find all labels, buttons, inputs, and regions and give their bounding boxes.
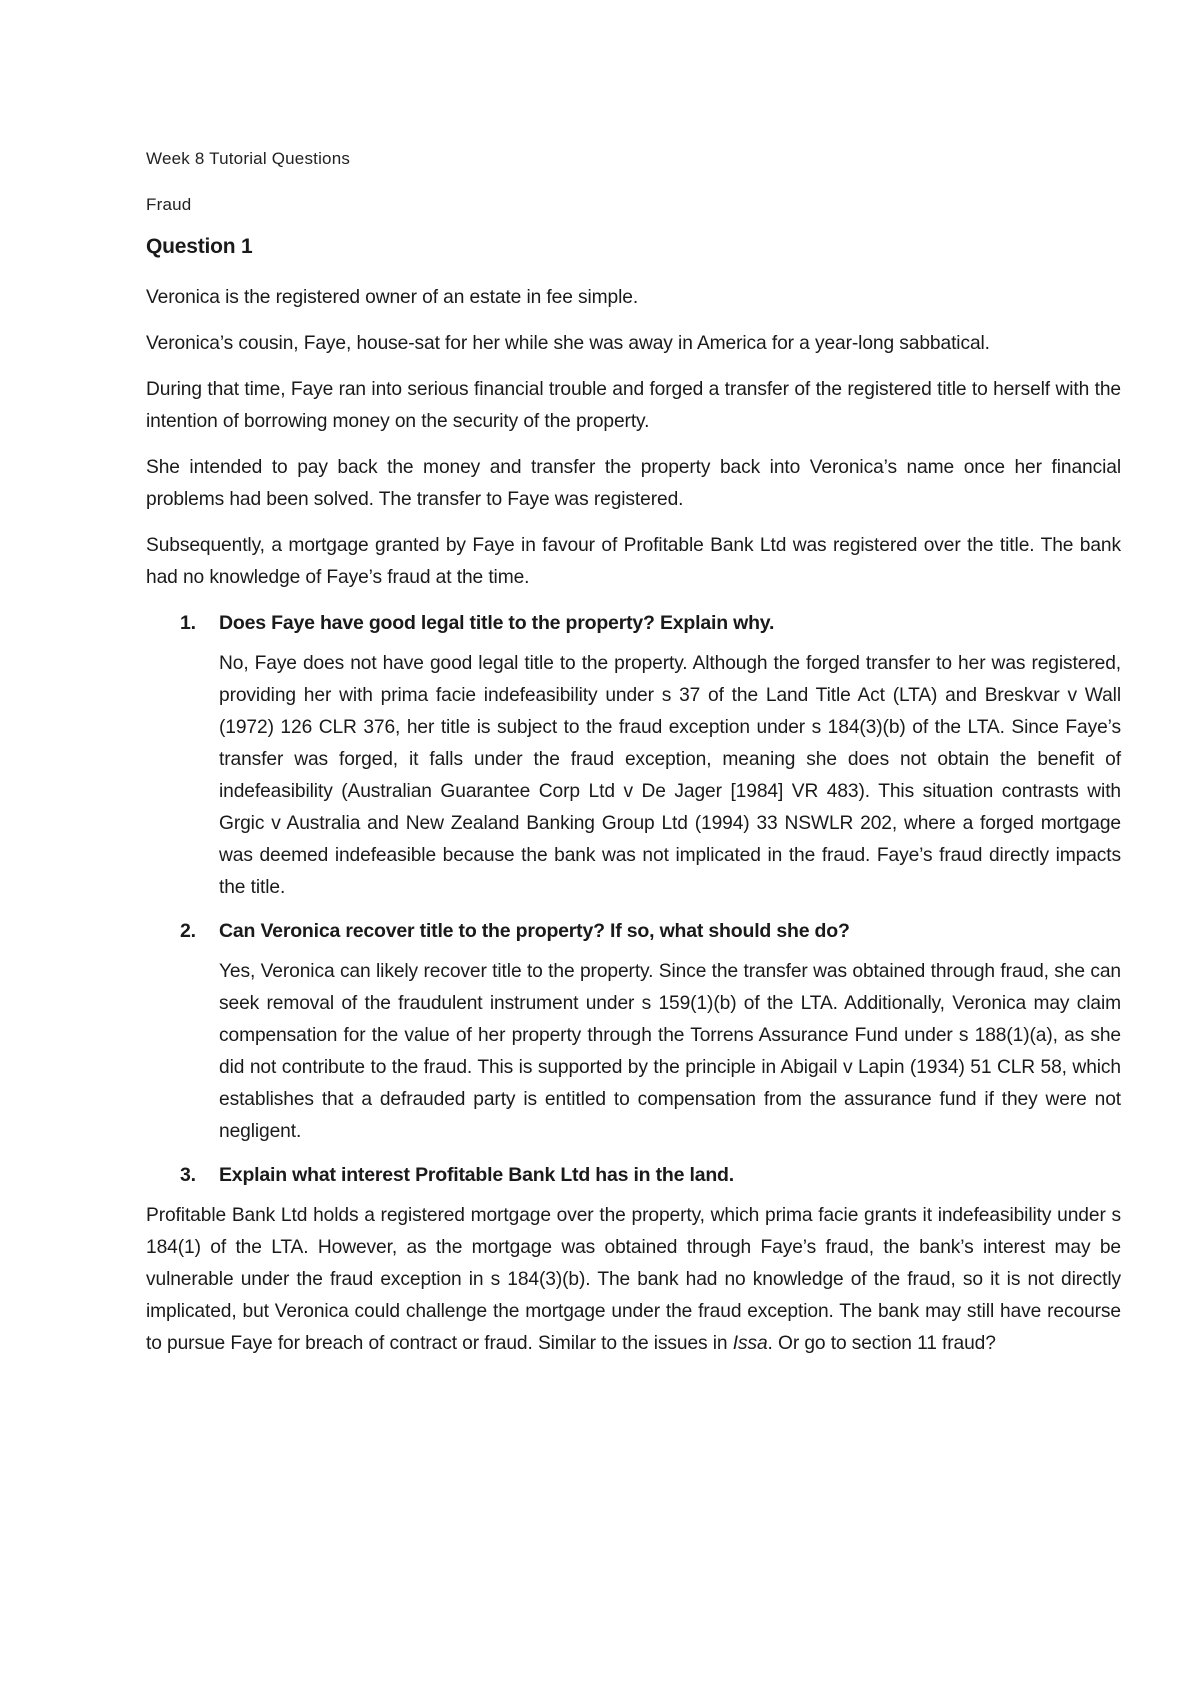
scenario-paragraph: Veronica’s cousin, Faye, house-sat for her while she was away in America for a year-long sabbatical.	[146, 333, 990, 354]
case-name-italic: Issa	[732, 1333, 768, 1354]
question-number: 2.	[180, 920, 196, 942]
answer-paragraph	[146, 1200, 1121, 1360]
question-title	[146, 608, 1121, 638]
question-title	[146, 1160, 1121, 1190]
question-heading: Question 1	[146, 235, 253, 258]
question-number: 1.	[180, 612, 196, 634]
question-text: Explain what interest Profitable Bank Ltd has in the land.	[219, 1164, 734, 1186]
question-item	[146, 608, 1121, 904]
answer-paragraph: Yes, Veronica can likely recover title to the property. Since the transfer was obtained through fraud, she can seek removal of the fraudulent instrument under s 159(1)(b) of the LTA. Additionally, Veronica may claim compensation for the value of her property through the Torrens Assurance Fund under s 188(1)(a), as she did not contribute to the fraud. This is supported by the principle in Abigail v Lapin (1934) 51 CLR 58, which establishes that a defrauded party is entitled to compensation from the assurance fund if they were not negligent.	[219, 961, 1121, 1142]
scenario	[146, 282, 1121, 594]
question-list	[146, 608, 1121, 1360]
question-title	[146, 916, 1121, 946]
scenario-paragraph: Subsequently, a mortgage granted by Faye in favour of Profitable Bank Ltd was registered over the title. The bank had no knowledge of Faye’s fraud at the time.	[146, 535, 1121, 588]
answer-paragraph: No, Faye does not have good legal title to the property. Although the forged transfer to her was registered, providing her with prima facie indefeasibility under s 37 of the Land Title Act (LTA) and Breskvar v Wall (1972) 126 CLR 376, her title is subject to the fraud exception under s 184(3)(b) of the LTA. Since Faye’s transfer was forged, it falls under the fraud exception, meaning she does not obtain the benefit of indefeasibility (Australian Guarantee Corp Ltd v De Jager [1984] VR 483). This situation contrasts with Grgic v Australia and New Zealand Banking Group Ltd (1994) 33 NSWLR 202, where a forged mortgage was deemed indefeasible because the bank was not implicated in the fraud. Faye’s fraud directly impacts the title.	[219, 653, 1121, 898]
question-item	[146, 916, 1121, 1148]
question-item	[146, 1160, 1121, 1360]
week-title: Week 8 Tutorial Questions	[146, 149, 351, 168]
scenario-paragraph: Veronica is the registered owner of an estate in fee simple.	[146, 287, 639, 308]
answer-text: Profitable Bank Ltd holds a registered mortgage over the property, which prima facie grants it indefeasibility under s 184(1) of the LTA. However, as the mortgage was obtained through Faye’s fraud, the bank’s interest may be vulnerable under the fraud exception in s 184(3)(b). The bank had no knowledge of the fraud, so it is not directly implicated, but Veronica could challenge the mortgage under the fraud exception. The bank may still have recourse to pursue Faye for breach of contract or fraud. Similar to the issues in	[146, 1205, 1121, 1354]
scenario-paragraph: During that time, Faye ran into serious financial trouble and forged a transfer of the registered title to herself with the intention of borrowing money on the security of the property.	[146, 379, 1121, 432]
answer-text-tail: . Or go to section 11 fraud?	[767, 1333, 996, 1354]
document-body	[146, 148, 1121, 1360]
question-number: 3.	[180, 1164, 196, 1186]
question-text: Does Faye have good legal title to the property? Explain why.	[219, 612, 775, 634]
question-text: Can Veronica recover title to the property? If so, what should she do?	[219, 920, 850, 942]
topic-label: Fraud	[146, 195, 192, 214]
scenario-paragraph: She intended to pay back the money and transfer the property back into Veronica’s name once her financial problems had been solved. The transfer to Faye was registered.	[146, 457, 1121, 510]
